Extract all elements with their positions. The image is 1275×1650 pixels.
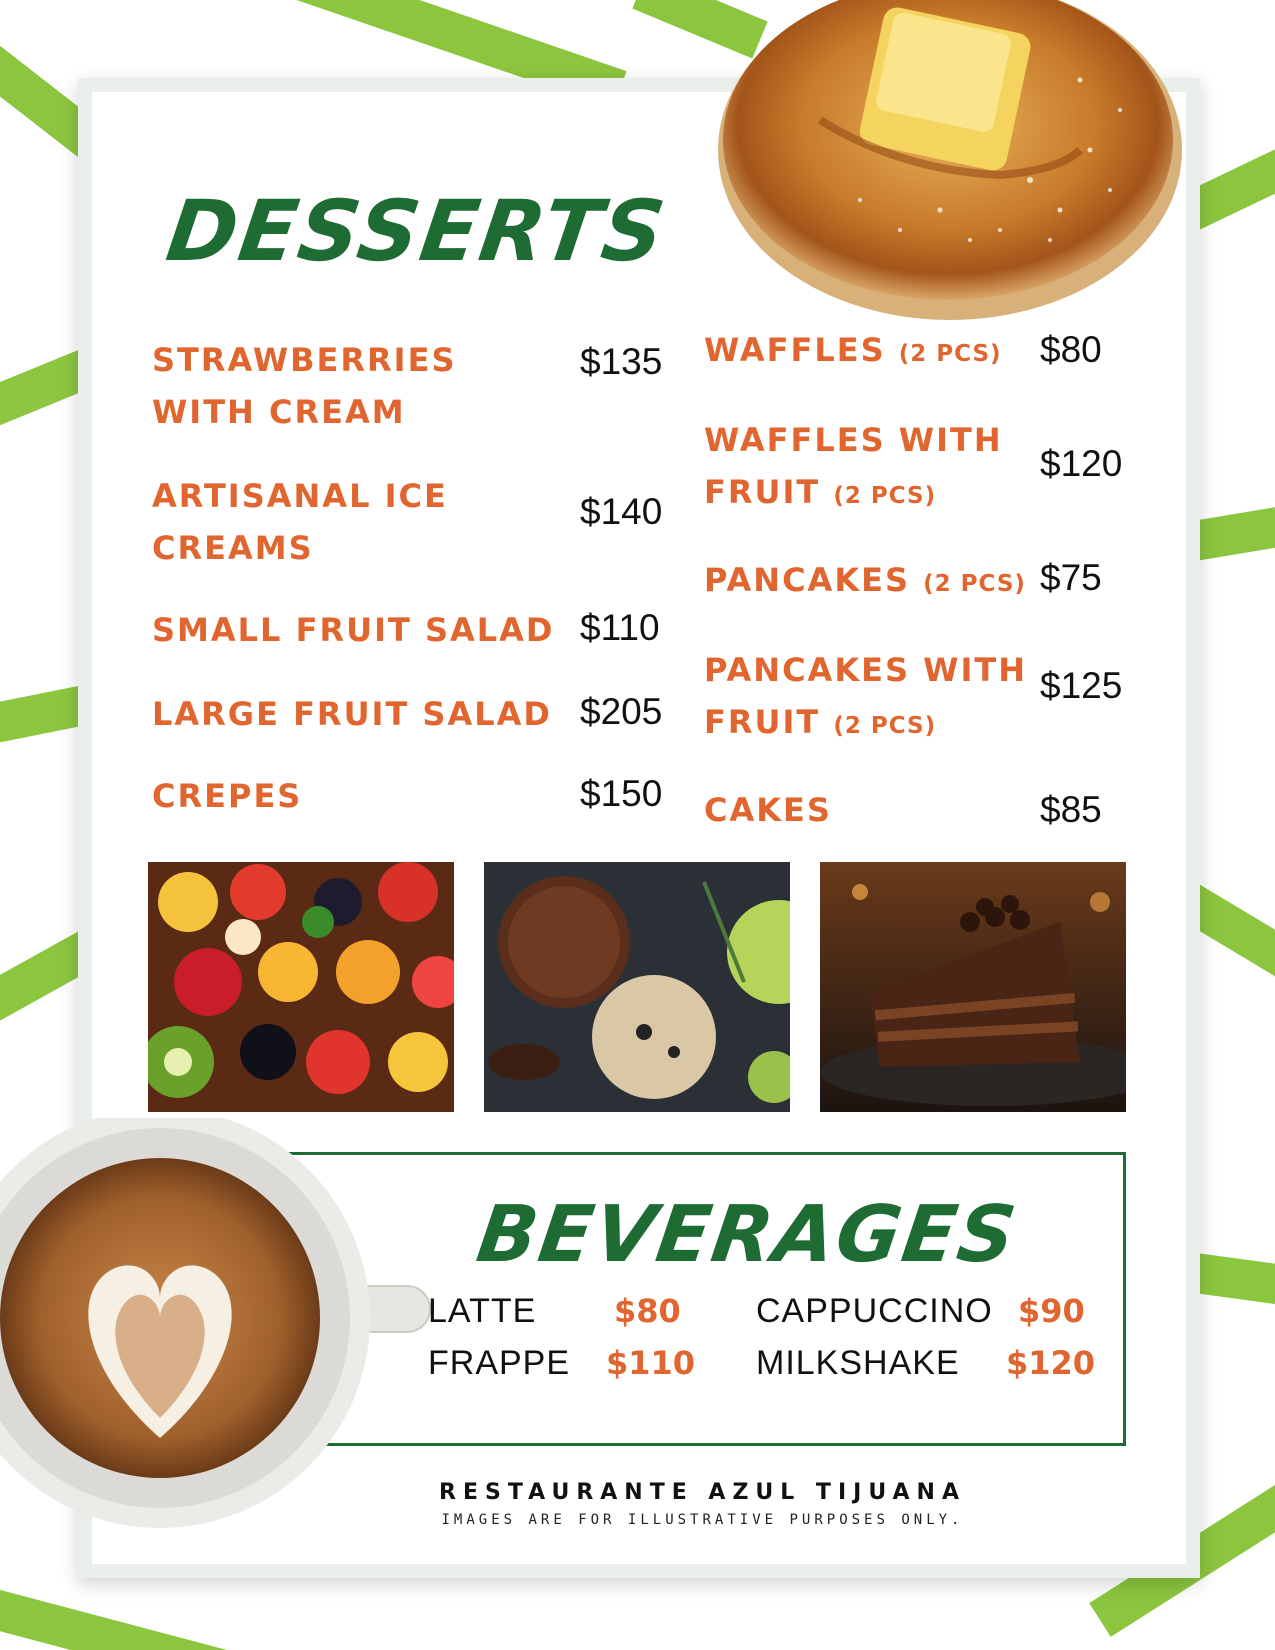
dessert-item-name: LARGE FRUIT SALAD [152,695,552,733]
dessert-item-price: $140 [580,491,663,532]
dessert-item-name: ARTISANAL ICE CREAMS [152,477,448,567]
dessert-item-price: $205 [580,691,663,732]
dessert-item-name: PANCAKES WITH FRUIT (2 PCS) [704,651,1027,741]
dessert-item-price: $150 [580,773,663,814]
dessert-item-price: $120 [1040,443,1123,484]
dessert-item-price: $110 [580,607,660,648]
dessert-item-name: WAFFLES WITH FRUIT (2 PCS) [704,421,1003,511]
dessert-item-price: $125 [1040,665,1123,706]
dessert-item-name: STRAWBERRIES WITH CREAM [152,341,457,431]
dessert-item-name: CREPES [152,777,303,815]
dessert-item-price: $85 [1040,789,1102,830]
dessert-item-name: WAFFLES (2 PCS) [704,331,1002,369]
disclaimer: IMAGES ARE FOR ILLUSTRATIVE PURPOSES ONLY. [441,1512,964,1528]
beverage-name: LATTE [428,1292,537,1330]
dessert-item-price: $75 [1040,557,1102,598]
beverages-title: BEVERAGES [471,1190,1023,1280]
chocolate-cake-photo [820,862,1126,1112]
pancake-photo [700,0,1200,330]
beverage-name: CAPPUCCINO [756,1292,993,1330]
dessert-item-name: PANCAKES (2 PCS) [704,561,1026,599]
ice-cream-photo [484,862,790,1112]
beverage-name: FRAPPE [428,1344,571,1382]
fruit-salad-photo [148,862,454,1112]
beverage-price: $90 [1018,1292,1085,1330]
dessert-item-name: CAKES [704,791,832,829]
beverage-price: $120 [1006,1344,1096,1382]
desserts-title: DESSERTS [161,182,673,280]
beverage-name: MILKSHAKE [756,1344,960,1382]
beverage-price: $110 [606,1344,696,1382]
dessert-item-price: $80 [1040,329,1102,370]
dessert-item-price: $135 [580,341,663,382]
restaurant-name: RESTAURANTE AZUL TIJUANA [439,1480,966,1505]
dessert-item-name: SMALL FRUIT SALAD [152,611,555,649]
beverage-price: $80 [614,1292,681,1330]
